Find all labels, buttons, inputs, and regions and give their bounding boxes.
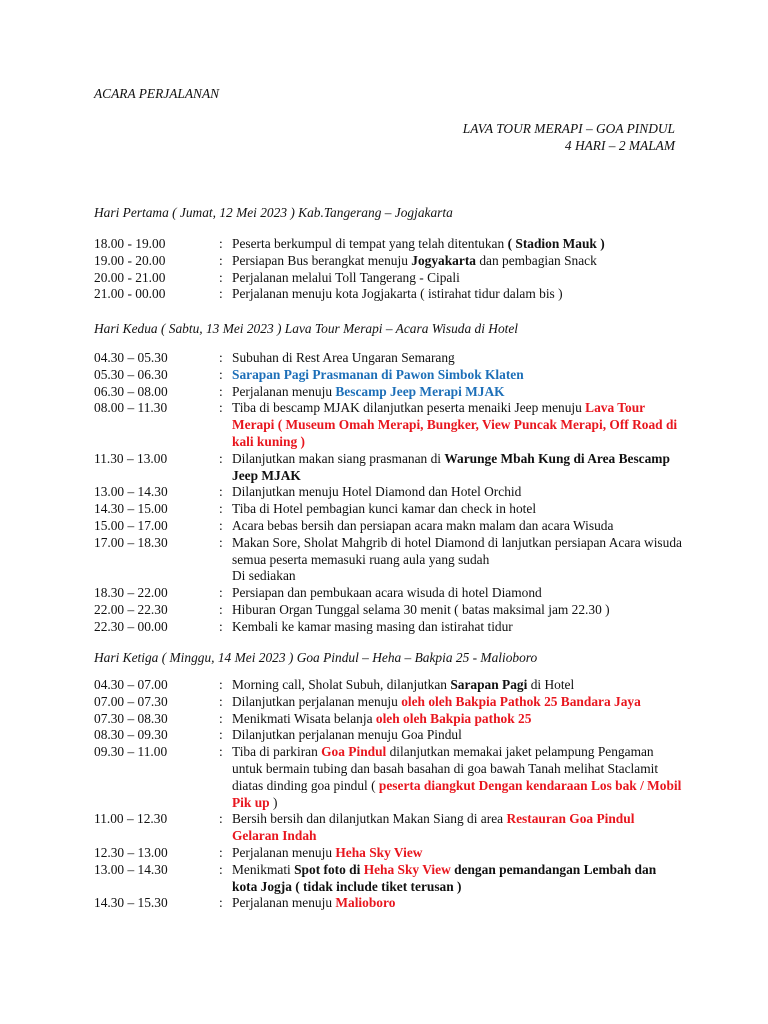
schedule-description <box>232 253 684 270</box>
schedule-time: 14.30 – 15.30 <box>94 895 168 911</box>
schedule-time: 20.00 - 21.00 <box>94 269 166 285</box>
schedule-time: 11.00 – 12.30 <box>94 811 168 827</box>
colon-separator: : <box>219 601 223 617</box>
colon-separator: : <box>219 517 223 533</box>
schedule-description <box>232 711 684 728</box>
schedule-row <box>94 236 684 253</box>
schedule-description <box>232 727 684 744</box>
description-text: Morning call, Sholat Subuh, dilanjutkan <box>232 677 451 692</box>
description-text: dilanjutkan memakai jaket pelampung Pengaman untuk bermain tubing dan basah basahan di goa bawah Tanah melihat Staclamit diatas dinding goa pindul ( <box>232 744 659 793</box>
colon-separator: : <box>219 252 223 268</box>
highlight-text: Bescamp Jeep Merapi MJAK <box>335 383 505 399</box>
schedule-row <box>94 602 684 619</box>
description-text: Acara bebas bersih dan persiapan acara makn malam dan acara Wisuda <box>232 517 614 533</box>
schedule-description <box>232 484 684 501</box>
schedule-row <box>94 384 684 401</box>
schedule-description <box>232 367 684 384</box>
colon-separator: : <box>219 677 223 692</box>
description-text: Tiba di parkiran <box>232 744 322 760</box>
day-2-schedule <box>94 350 684 636</box>
schedule-row <box>94 484 684 501</box>
description-text: Subuhan di Rest Area Ungaran Semarang <box>232 350 455 365</box>
schedule-time: 21.00 - 00.00 <box>94 286 166 302</box>
colon-separator: : <box>219 585 223 601</box>
day-1-schedule <box>94 236 684 303</box>
colon-separator: : <box>219 269 223 285</box>
schedule-time: 22.30 – 00.00 <box>94 618 168 634</box>
schedule-row <box>94 270 684 287</box>
highlight-text: Restauran Goa Pindul Gelaran Indah <box>232 811 635 844</box>
highlight-text: oleh oleh Bakpia Pathok 25 Bandara Jaya <box>401 693 641 709</box>
description-text: Peserta berkumpul di tempat yang telah ditentukan <box>232 236 508 251</box>
schedule-time: 09.30 – 11.00 <box>94 744 168 760</box>
bold-text: Warunge Mbah Kung di Area Bescamp Jeep MJAK <box>232 450 670 483</box>
document-title: ACARA PERJALANAN <box>94 86 220 101</box>
schedule-time: 04.30 – 05.30 <box>94 350 168 365</box>
bold-text: Jogyakarta <box>411 252 476 268</box>
description-text: Makan Sore, Sholat Mahgrib di hotel Diamond di lanjutkan persiapan Acara wisuda semua peserta memasuki ruang aula yang sudah <box>232 534 682 567</box>
schedule-row <box>94 286 684 303</box>
colon-separator: : <box>219 534 223 550</box>
description-text: Tiba di bescamp MJAK dilanjutkan peserta menaiki Jeep menuju <box>232 400 586 416</box>
colon-separator: : <box>219 236 223 251</box>
schedule-time: 05.30 – 06.30 <box>94 366 168 382</box>
schedule-row <box>94 400 684 450</box>
schedule-description <box>232 501 684 518</box>
schedule-description <box>232 236 684 253</box>
schedule-time: 07.00 – 07.30 <box>94 693 168 709</box>
description-text: Persiapan dan pembukaan acara wisuda di hotel Diamond <box>232 585 542 601</box>
schedule-row <box>94 862 684 896</box>
description-text: dan pembagian Snack <box>475 252 597 268</box>
colon-separator: : <box>219 844 223 860</box>
schedule-description <box>232 862 684 896</box>
tour-name: LAVA TOUR MERAPI – GOA PINDUL <box>462 121 675 136</box>
description-text: Perjalanan menuju <box>232 895 336 911</box>
schedule-description <box>232 694 684 711</box>
description-text: Menikmati <box>232 861 295 877</box>
colon-separator: : <box>219 861 223 877</box>
schedule-description <box>232 400 684 450</box>
highlight-text: Goa Pindul <box>321 744 387 760</box>
description-text: Persiapan Bus berangkat menuju <box>232 252 412 268</box>
description-text: Perjalanan menuju <box>232 844 336 860</box>
highlight-text: Lava Tour Merapi ( Museum Omah Merapi, Bungker, View Puncak Merapi, Off Road di kali kuning ) <box>232 400 678 449</box>
schedule-row <box>94 727 684 744</box>
day-1-heading: Hari Pertama ( Jumat, 12 Mei 2023 ) Kab.Tangerang – Jogjakarta <box>94 205 453 220</box>
colon-separator: : <box>219 366 223 382</box>
bold-text: Sarapan Pagi <box>450 677 528 692</box>
colon-separator: : <box>219 727 223 743</box>
colon-separator: : <box>219 286 223 302</box>
schedule-row <box>94 845 684 862</box>
schedule-row <box>94 350 684 367</box>
schedule-row <box>94 895 684 912</box>
colon-separator: : <box>219 350 223 365</box>
schedule-row <box>94 501 684 518</box>
schedule-time: 11.30 – 13.00 <box>94 450 168 466</box>
schedule-time: 12.30 – 13.00 <box>94 844 168 860</box>
tour-header <box>463 121 675 154</box>
schedule-row <box>94 367 684 384</box>
schedule-description <box>232 286 684 303</box>
schedule-row <box>94 694 684 711</box>
description-text: Hiburan Organ Tunggal selama 30 menit ( batas maksimal jam 22.30 ) <box>232 601 610 617</box>
description-text: Tiba di Hotel pembagian kunci kamar dan check in hotel <box>232 501 537 517</box>
schedule-time: 15.00 – 17.00 <box>94 517 168 533</box>
schedule-time: 18.30 – 22.00 <box>94 585 168 601</box>
description-text: Perjalanan menuju kota Jogjakarta ( istirahat tidur dalam bis ) <box>232 286 563 302</box>
schedule-time: 04.30 – 07.00 <box>94 677 168 692</box>
schedule-description <box>232 518 684 535</box>
highlight-text: peserta diangkut Dengan kendaraan Los bak / Mobil Pik up <box>232 777 682 810</box>
bold-text: ( Stadion Mauk ) <box>507 236 605 251</box>
schedule-time: 08.00 – 11.30 <box>94 400 168 416</box>
schedule-description <box>232 270 684 287</box>
tour-duration: 4 HARI – 2 MALAM <box>564 137 675 153</box>
description-text: Bersih bersih dan dilanjutkan Makan Siang di area <box>232 811 507 827</box>
highlight-text: Heha Sky View <box>363 861 451 877</box>
description-text: Di sediakan <box>232 568 296 584</box>
description-text: Perjalanan menuju <box>232 383 336 399</box>
schedule-time: 06.30 – 08.00 <box>94 383 168 399</box>
day-3-heading: Hari Ketiga ( Minggu, 14 Mei 2023 ) Goa Pindul – Heha – Bakpia 25 - Malioboro <box>94 650 538 665</box>
description-text: Dilanjutkan menuju Hotel Diamond dan Hotel Orchid <box>232 484 522 500</box>
schedule-description <box>232 350 684 367</box>
schedule-time: 14.30 – 15.00 <box>94 501 168 517</box>
colon-separator: : <box>219 693 223 709</box>
day-3-schedule <box>94 677 684 912</box>
schedule-description <box>232 895 684 912</box>
day-2-heading: Hari Kedua ( Sabtu, 13 Mei 2023 ) Lava Tour Merapi – Acara Wisuda di Hotel <box>94 321 519 336</box>
schedule-description <box>232 585 684 602</box>
colon-separator: : <box>219 895 223 911</box>
schedule-time: 13.00 – 14.30 <box>94 861 168 877</box>
highlight-text: Heha Sky View <box>335 844 423 860</box>
colon-separator: : <box>219 400 223 416</box>
bold-text: Spot foto di <box>294 861 364 877</box>
schedule-time: 07.30 – 08.30 <box>94 710 168 726</box>
colon-separator: : <box>219 744 223 760</box>
schedule-row <box>94 677 684 694</box>
description-text: Dilanjutkan perjalanan menuju Goa Pindul <box>232 727 462 743</box>
schedule-description <box>232 535 684 585</box>
colon-separator: : <box>219 710 223 726</box>
schedule-time: 17.00 – 18.30 <box>94 534 168 550</box>
description-text: Menikmati Wisata belanja <box>232 710 376 726</box>
schedule-row <box>94 744 684 811</box>
bold-text: dengan pemandangan Lembah dan kota Jogja ( tidak include tiket terusan ) <box>232 861 657 894</box>
schedule-time: 13.00 – 14.30 <box>94 484 168 500</box>
schedule-description <box>232 744 684 811</box>
schedule-time: 18.00 - 19.00 <box>94 236 166 251</box>
description-text: ) <box>269 794 278 810</box>
schedule-row <box>94 811 684 845</box>
description-text: di Hotel <box>527 677 575 692</box>
schedule-row <box>94 451 684 485</box>
description-text: Dilanjutkan perjalanan menuju <box>232 693 402 709</box>
colon-separator: : <box>219 618 223 634</box>
schedule-description <box>232 619 684 636</box>
schedule-row <box>94 253 684 270</box>
description-text: Dilanjutkan makan siang prasmanan di <box>232 450 445 466</box>
colon-separator: : <box>219 484 223 500</box>
schedule-row <box>94 518 684 535</box>
schedule-description <box>232 677 684 694</box>
schedule-row <box>94 711 684 728</box>
schedule-row <box>94 535 684 585</box>
schedule-row <box>94 585 684 602</box>
schedule-description <box>232 384 684 401</box>
highlight-text: Malioboro <box>335 895 396 911</box>
schedule-description <box>232 602 684 619</box>
highlight-text: Sarapan Pagi Prasmanan di Pawon Simbok Klaten <box>232 366 524 382</box>
description-text: Kembali ke kamar masing masing dan istirahat tidur <box>232 618 513 634</box>
colon-separator: : <box>219 501 223 517</box>
colon-separator: : <box>219 450 223 466</box>
schedule-time: 19.00 - 20.00 <box>94 252 166 268</box>
highlight-text: oleh oleh Bakpia pathok 25 <box>375 710 532 726</box>
colon-separator: : <box>219 811 223 827</box>
colon-separator: : <box>219 383 223 399</box>
schedule-row <box>94 619 684 636</box>
schedule-description <box>232 451 684 485</box>
description-text: Perjalanan melalui Toll Tangerang - Cipali <box>232 269 460 285</box>
schedule-description <box>232 845 684 862</box>
schedule-time: 08.30 – 09.30 <box>94 727 168 743</box>
schedule-description <box>232 811 684 845</box>
schedule-time: 22.00 – 22.30 <box>94 601 168 617</box>
